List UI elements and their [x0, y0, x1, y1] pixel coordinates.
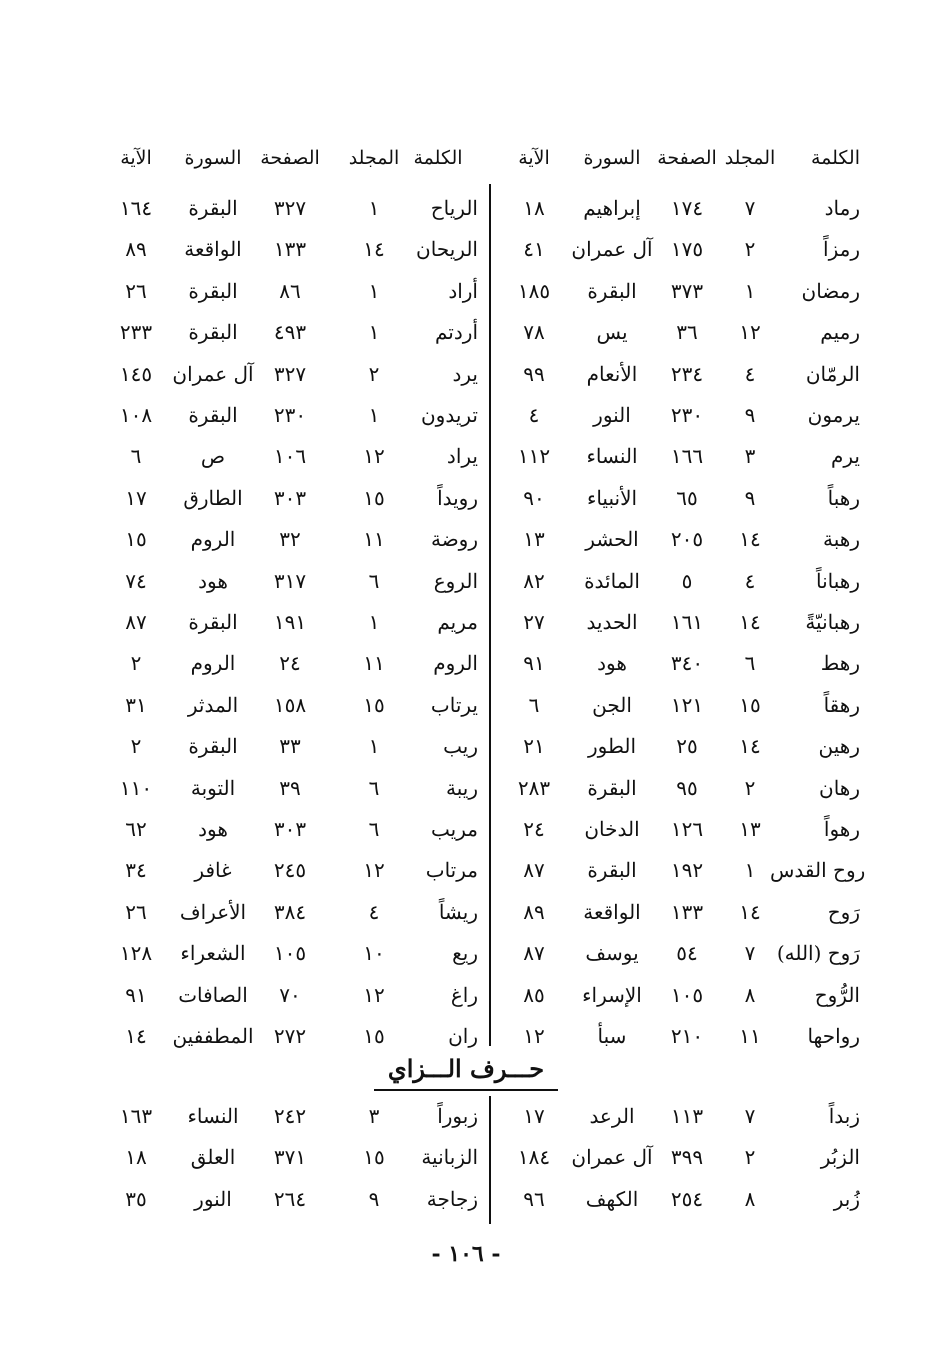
- cell-sura-left: الروم: [190, 651, 236, 676]
- cell-volume-left: ١: [368, 734, 380, 759]
- cell-word-right: يرم: [831, 444, 860, 469]
- cell-page-right: ١٧٥: [670, 237, 704, 262]
- cell-word-right: زُبر: [833, 1186, 860, 1211]
- cell-sura-right: الطور: [587, 734, 637, 759]
- cell-volume-left: ١٢: [363, 982, 385, 1007]
- cell-ayah-left: ١٢٨: [119, 941, 153, 966]
- cell-volume-right: ٩: [744, 403, 756, 427]
- table-row: [0, 231, 932, 267]
- cell-page-left: ٧٠: [279, 982, 301, 1007]
- cell-word-right: رميم: [820, 320, 860, 345]
- cell-sura-left: العلق: [190, 1145, 236, 1170]
- cell-ayah-right: ٩٦: [523, 1186, 545, 1211]
- cell-word-right: الزبُر: [820, 1145, 860, 1170]
- cell-word-left: الروم: [433, 651, 478, 676]
- cell-ayah-left: ٦: [130, 444, 142, 469]
- cell-page-left: ١٥٨: [273, 692, 307, 717]
- cell-volume-left: ١٥: [363, 1024, 385, 1048]
- table-row: [0, 645, 932, 681]
- cell-volume-right: ٢: [744, 1145, 756, 1170]
- cell-page-right: ١٣٣: [670, 899, 704, 924]
- cell-ayah-left: ٣٥: [125, 1186, 147, 1211]
- cell-word-left: ريشاً: [438, 899, 478, 924]
- cell-word-left: الريحان: [416, 237, 478, 262]
- cell-ayah-left: ٨٩: [125, 237, 147, 262]
- cell-ayah-left: ١٥: [125, 527, 147, 552]
- cell-page-right: ١٠٥: [670, 982, 704, 1007]
- cell-volume-right: ٧: [744, 196, 756, 220]
- cell-volume-right: ٢: [744, 237, 756, 262]
- cell-page-right: ٦٥: [676, 485, 698, 510]
- cell-word-right: رهط: [820, 651, 860, 676]
- cell-ayah-left: ٩١: [125, 982, 147, 1007]
- cell-sura-left: النور: [194, 1186, 232, 1211]
- table-row: [0, 811, 932, 847]
- cell-word-left: ريبة: [446, 775, 478, 800]
- cell-sura-right: النساء: [586, 444, 638, 469]
- cell-sura-right: الرعد: [589, 1104, 635, 1128]
- header-word-right: الكلمة: [810, 147, 860, 169]
- cell-page-left: ٨٦: [279, 278, 301, 303]
- cell-sura-right: الواقعة: [583, 899, 641, 924]
- cell-ayah-left: ١٤٥: [119, 361, 153, 386]
- cell-word-left: زجاجة: [426, 1186, 478, 1211]
- cell-volume-left: ٦: [368, 775, 380, 800]
- cell-page-left: ٢٧٢: [273, 1024, 307, 1048]
- cell-word-right: رهباً: [827, 485, 860, 510]
- cell-word-right: رهين: [818, 734, 860, 759]
- cell-word-right: رهبانيّةً: [805, 610, 860, 634]
- cell-ayah-left: ٢٦: [125, 899, 147, 924]
- cell-sura-right: الإسراء: [582, 982, 642, 1007]
- cell-ayah-right: ٦: [528, 692, 540, 717]
- cell-word-left: مرتاب: [425, 858, 478, 883]
- cell-volume-right: ١٤: [739, 899, 761, 924]
- cell-volume-left: ١٤: [363, 237, 385, 262]
- cell-volume-right: ٨: [744, 982, 756, 1007]
- cell-volume-left: ١: [368, 196, 380, 220]
- cell-volume-left: ١٥: [363, 692, 385, 717]
- cell-ayah-left: ٨٧: [125, 610, 147, 634]
- table-row: [0, 852, 932, 888]
- cell-page-left: ٣١٧: [273, 568, 307, 593]
- cell-word-right: رمضان: [801, 278, 860, 303]
- cell-ayah-left: ١٦٤: [119, 196, 153, 220]
- cell-volume-right: ٣: [744, 444, 756, 469]
- cell-word-left: روضة: [430, 527, 478, 552]
- cell-page-right: ٢٣٤: [670, 361, 704, 386]
- cell-sura-right: الأنبياء: [586, 485, 638, 510]
- cell-page-right: ١٢٦: [670, 817, 704, 841]
- cell-volume-left: ٤: [368, 899, 380, 924]
- cell-sura-left: النساء: [187, 1104, 239, 1128]
- cell-page-left: ١٩١: [273, 610, 307, 634]
- cell-word-left: مريب: [431, 817, 478, 841]
- cell-word-right: يرمون: [807, 403, 860, 427]
- cell-sura-right: إبراهيم: [583, 196, 641, 220]
- cell-page-left: ٣٢: [279, 527, 301, 552]
- column-divider-bottom: [489, 1096, 491, 1224]
- cell-sura-left: الواقعة: [184, 237, 242, 262]
- cell-volume-right: ١: [744, 278, 756, 303]
- cell-volume-right: ١: [744, 858, 756, 883]
- cell-page-left: ٣٩: [279, 775, 301, 800]
- cell-word-left: الزبانية: [421, 1145, 478, 1170]
- cell-volume-right: ٧: [744, 1104, 756, 1128]
- cell-page-right: ٢١٠: [670, 1024, 704, 1048]
- cell-word-right: رهبة: [823, 527, 860, 552]
- cell-page-left: ٢٣٠: [273, 403, 307, 427]
- cell-volume-left: ١: [368, 278, 380, 303]
- cell-sura-left: المدثر: [187, 692, 239, 717]
- cell-volume-left: ٣: [368, 1104, 380, 1128]
- cell-page-right: ٢٥: [676, 734, 698, 759]
- cell-ayah-right: ٢٧: [523, 610, 545, 634]
- cell-word-left: مريم: [437, 610, 478, 634]
- cell-page-left: ٣٧١: [273, 1145, 307, 1170]
- cell-ayah-left: ٣١: [125, 692, 147, 717]
- cell-sura-left: البقرة: [188, 610, 238, 634]
- cell-word-right: رَوح (الله): [776, 941, 860, 966]
- cell-volume-left: ٦: [368, 817, 380, 841]
- cell-page-right: ١٧٤: [670, 196, 704, 220]
- table-row: [0, 604, 932, 640]
- cell-sura-left: الروم: [190, 527, 236, 552]
- cell-volume-right: ٨: [744, 1186, 756, 1211]
- cell-page-left: ٢٤٢: [273, 1104, 307, 1128]
- table-row: [0, 1098, 932, 1134]
- cell-word-left: زبوراً: [437, 1104, 478, 1128]
- cell-sura-right: يس: [596, 320, 628, 345]
- cell-ayah-right: ٢٨٣: [517, 775, 551, 800]
- cell-volume-right: ٤: [744, 361, 756, 386]
- cell-sura-left: البقرة: [188, 734, 238, 759]
- cell-ayah-right: ٧٨: [523, 320, 545, 345]
- cell-ayah-right: ٨٥: [523, 982, 545, 1007]
- table-row: [0, 480, 932, 516]
- header-ayah-right: الآية: [518, 147, 550, 169]
- cell-page-left: ٣٢٧: [273, 196, 307, 220]
- cell-page-right: ٢٠٥: [670, 527, 704, 552]
- cell-sura-right: يوسف: [585, 941, 639, 966]
- cell-sura-left: البقرة: [188, 403, 238, 427]
- cell-volume-left: ١٢: [363, 858, 385, 883]
- table-row: [0, 894, 932, 930]
- table-row: [0, 728, 932, 764]
- cell-word-left: ريب: [443, 734, 478, 759]
- cell-word-right: رماد: [824, 196, 860, 220]
- cell-sura-right: النور: [593, 403, 631, 427]
- cell-page-right: ٣٩٩: [670, 1145, 704, 1170]
- cell-volume-right: ١٢: [739, 320, 761, 345]
- header-page-right: الصفحة: [657, 147, 717, 169]
- cell-page-right: ٢٣٠: [670, 403, 704, 427]
- cell-sura-left: الطارق: [183, 485, 243, 510]
- cell-ayah-left: ٣٤: [125, 858, 147, 883]
- cell-sura-right: الكهف: [585, 1186, 639, 1211]
- cell-page-left: ٣٠٣: [273, 485, 307, 510]
- cell-word-left: الروع: [433, 568, 478, 593]
- header-sura-left: السورة: [184, 147, 242, 169]
- cell-sura-right: الأنعام: [586, 361, 638, 386]
- cell-sura-left: الشعراء: [180, 941, 246, 966]
- cell-volume-left: ٩: [368, 1186, 380, 1211]
- cell-sura-right: الحشر: [585, 527, 639, 552]
- cell-ayah-left: ٦٢: [125, 817, 147, 841]
- cell-ayah-right: ٩١: [523, 651, 545, 676]
- header-volume-right: المجلد: [724, 147, 776, 169]
- cell-ayah-right: ١٨: [523, 196, 545, 220]
- cell-sura-right: البقرة: [587, 278, 637, 303]
- cell-sura-left: آل عمران: [172, 361, 254, 386]
- cell-ayah-right: ٨٢: [523, 568, 545, 593]
- page-number: - ١٠٦ -: [431, 1241, 501, 1267]
- cell-volume-right: ٧: [744, 941, 756, 966]
- cell-sura-right: الجن: [592, 692, 632, 717]
- cell-ayah-right: ١٨٤: [517, 1145, 551, 1170]
- cell-ayah-right: ٨٩: [523, 899, 545, 924]
- cell-ayah-left: ١٦٣: [119, 1104, 153, 1128]
- cell-ayah-left: ٧٤: [125, 568, 147, 593]
- table-row: [0, 977, 932, 1013]
- cell-sura-left: المطففين: [172, 1024, 254, 1048]
- cell-word-left: يرتاب: [430, 692, 478, 717]
- cell-word-left: تريدون: [420, 403, 478, 427]
- table-header: [0, 140, 932, 176]
- cell-volume-left: ١٢: [363, 444, 385, 469]
- cell-word-left: رويداً: [437, 485, 478, 510]
- cell-word-left: يراد: [446, 444, 478, 469]
- cell-word-right: رَوح: [827, 899, 860, 924]
- cell-sura-right: هود: [597, 651, 627, 676]
- cell-ayah-left: ٢: [130, 734, 142, 759]
- cell-volume-left: ١٠: [363, 941, 385, 966]
- cell-sura-right: البقرة: [587, 775, 637, 800]
- cell-volume-right: ٤: [744, 568, 756, 593]
- cell-ayah-right: ٤: [528, 403, 540, 427]
- cell-sura-right: البقرة: [587, 858, 637, 883]
- cell-ayah-left: ١٠٨: [119, 403, 153, 427]
- cell-page-right: ١٩٢: [670, 858, 704, 883]
- cell-word-right: الرمّان: [805, 361, 860, 386]
- cell-volume-left: ١١: [363, 651, 385, 676]
- cell-sura-left: البقرة: [188, 196, 238, 220]
- cell-ayah-right: ١٢: [523, 1024, 545, 1048]
- cell-sura-left: التوبة: [190, 775, 236, 800]
- cell-ayah-right: ٤١: [523, 237, 545, 262]
- cell-volume-right: ١٤: [739, 610, 761, 634]
- cell-page-right: ٩٥: [676, 775, 698, 800]
- table-row: [0, 190, 932, 226]
- cell-ayah-left: ٢٦: [125, 278, 147, 303]
- cell-word-left: أراد: [448, 278, 478, 303]
- table-row: [0, 770, 932, 806]
- cell-word-right: رهقاً: [823, 692, 860, 717]
- cell-page-right: ٥: [681, 568, 693, 593]
- cell-page-left: ٣٨٤: [273, 899, 307, 924]
- cell-word-right: روح القدس: [770, 858, 866, 883]
- cell-sura-right: آل عمران: [571, 1145, 653, 1170]
- table-row: [0, 356, 932, 392]
- cell-page-right: ١٦٦: [670, 444, 704, 469]
- cell-sura-right: آل عمران: [571, 237, 653, 262]
- table-row: [0, 1181, 932, 1217]
- cell-volume-left: ١٥: [363, 485, 385, 510]
- cell-ayah-left: ١٨: [125, 1145, 147, 1170]
- cell-word-right: رهواً: [823, 817, 860, 841]
- cell-sura-left: البقرة: [188, 278, 238, 303]
- cell-word-left: ران: [448, 1024, 478, 1048]
- cell-page-left: ١٠٥: [273, 941, 307, 966]
- cell-volume-left: ٢: [368, 361, 380, 386]
- cell-ayah-right: ١٣: [523, 527, 545, 552]
- cell-volume-left: ١: [368, 610, 380, 634]
- cell-volume-right: ٩: [744, 485, 756, 510]
- cell-ayah-right: ١٧: [523, 1104, 545, 1128]
- header-page-left: الصفحة: [260, 147, 320, 169]
- cell-word-right: رمزاً: [823, 237, 860, 262]
- column-divider-top: [489, 184, 491, 1046]
- cell-ayah-left: ٢: [130, 651, 142, 676]
- cell-ayah-left: ٢٣٣: [119, 320, 153, 345]
- table-row: [0, 438, 932, 474]
- cell-ayah-right: ١١٢: [517, 444, 551, 469]
- table-row: [0, 314, 932, 350]
- cell-page-left: ٤٩٣: [273, 320, 307, 345]
- cell-word-right: الرُّوح: [814, 982, 860, 1007]
- table-row: [0, 935, 932, 971]
- cell-page-left: ٢٤: [279, 651, 301, 676]
- table-row: [0, 273, 932, 309]
- cell-page-left: ٢٦٤: [273, 1186, 307, 1211]
- cell-ayah-right: ٢٤: [523, 817, 545, 841]
- cell-volume-right: ١٤: [739, 734, 761, 759]
- cell-volume-right: ١٥: [739, 692, 761, 717]
- cell-word-right: رهان: [819, 775, 860, 800]
- cell-page-right: ٥٤: [676, 941, 698, 966]
- cell-page-left: ١٠٦: [273, 444, 307, 469]
- cell-sura-right: سبأ: [597, 1024, 627, 1048]
- cell-ayah-right: ٢١: [523, 734, 545, 759]
- cell-ayah-right: ٨٧: [523, 858, 545, 883]
- cell-sura-left: غافر: [194, 858, 232, 883]
- cell-word-left: ريع: [452, 941, 478, 966]
- cell-sura-left: الأعراف: [179, 899, 247, 924]
- cell-sura-left: هود: [198, 568, 228, 593]
- cell-ayah-right: ٩٠: [523, 485, 545, 510]
- cell-volume-left: ١١: [363, 527, 385, 552]
- cell-sura-left: ص: [200, 444, 226, 469]
- cell-sura-left: الصافات: [178, 982, 248, 1007]
- cell-volume-right: ١٣: [739, 817, 761, 841]
- header-word-left: الكلمة: [413, 147, 463, 169]
- cell-ayah-left: ١٧: [125, 485, 147, 510]
- cell-volume-left: ١: [368, 403, 380, 427]
- table-row: [0, 1139, 932, 1175]
- cell-ayah-right: ١٨٥: [517, 278, 551, 303]
- cell-volume-right: ٦: [744, 651, 756, 676]
- cell-volume-left: ١: [368, 320, 380, 345]
- cell-volume-right: ٢: [744, 775, 756, 800]
- cell-ayah-right: ٩٩: [523, 361, 545, 386]
- cell-page-right: ٣٧٣: [670, 278, 704, 303]
- cell-page-left: ٣٣: [279, 734, 301, 759]
- cell-page-right: ٣٦: [676, 320, 698, 345]
- header-volume-left: المجلد: [348, 147, 400, 169]
- cell-ayah-left: ١٤: [125, 1024, 147, 1048]
- cell-page-right: ٣٤٠: [670, 651, 704, 676]
- cell-word-left: أردتم: [435, 320, 478, 345]
- cell-word-left: الرياح: [430, 196, 478, 220]
- cell-ayah-left: ١١٠: [119, 775, 153, 800]
- cell-volume-left: ١٥: [363, 1145, 385, 1170]
- table-row: [0, 563, 932, 599]
- header-sura-right: السورة: [583, 147, 641, 169]
- cell-page-left: ١٣٣: [273, 237, 307, 262]
- cell-volume-right: ١١: [739, 1024, 761, 1048]
- table-row: [0, 521, 932, 557]
- cell-page-right: ٢٥٤: [670, 1186, 704, 1211]
- header-ayah-left: الآية: [120, 147, 152, 169]
- cell-page-left: ٢٤٥: [273, 858, 307, 883]
- cell-page-left: ٣٠٣: [273, 817, 307, 841]
- cell-word-right: زبداً: [828, 1104, 860, 1128]
- section-title-text: حـــرف الـــزاي: [374, 1049, 558, 1091]
- cell-word-right: رهباناً: [816, 568, 860, 593]
- cell-volume-right: ١٤: [739, 527, 761, 552]
- cell-page-right: ١١٣: [670, 1104, 704, 1128]
- cell-page-right: ١٦١: [670, 610, 704, 634]
- cell-ayah-right: ٨٧: [523, 941, 545, 966]
- cell-sura-right: الدخان: [584, 817, 640, 841]
- section-title: [0, 1049, 932, 1089]
- cell-sura-right: الحديد: [586, 610, 638, 634]
- cell-word-left: يرد: [452, 361, 478, 386]
- table-row: [0, 397, 932, 433]
- cell-page-right: ١٢١: [670, 692, 704, 717]
- cell-sura-left: هود: [198, 817, 228, 841]
- cell-page-left: ٣٢٧: [273, 361, 307, 386]
- cell-sura-right: المائدة: [584, 568, 640, 593]
- cell-word-left: راغ: [450, 982, 478, 1007]
- table-row: [0, 687, 932, 723]
- cell-word-right: رواحها: [807, 1024, 860, 1048]
- cell-sura-left: البقرة: [188, 320, 238, 345]
- cell-volume-left: ٦: [368, 568, 380, 593]
